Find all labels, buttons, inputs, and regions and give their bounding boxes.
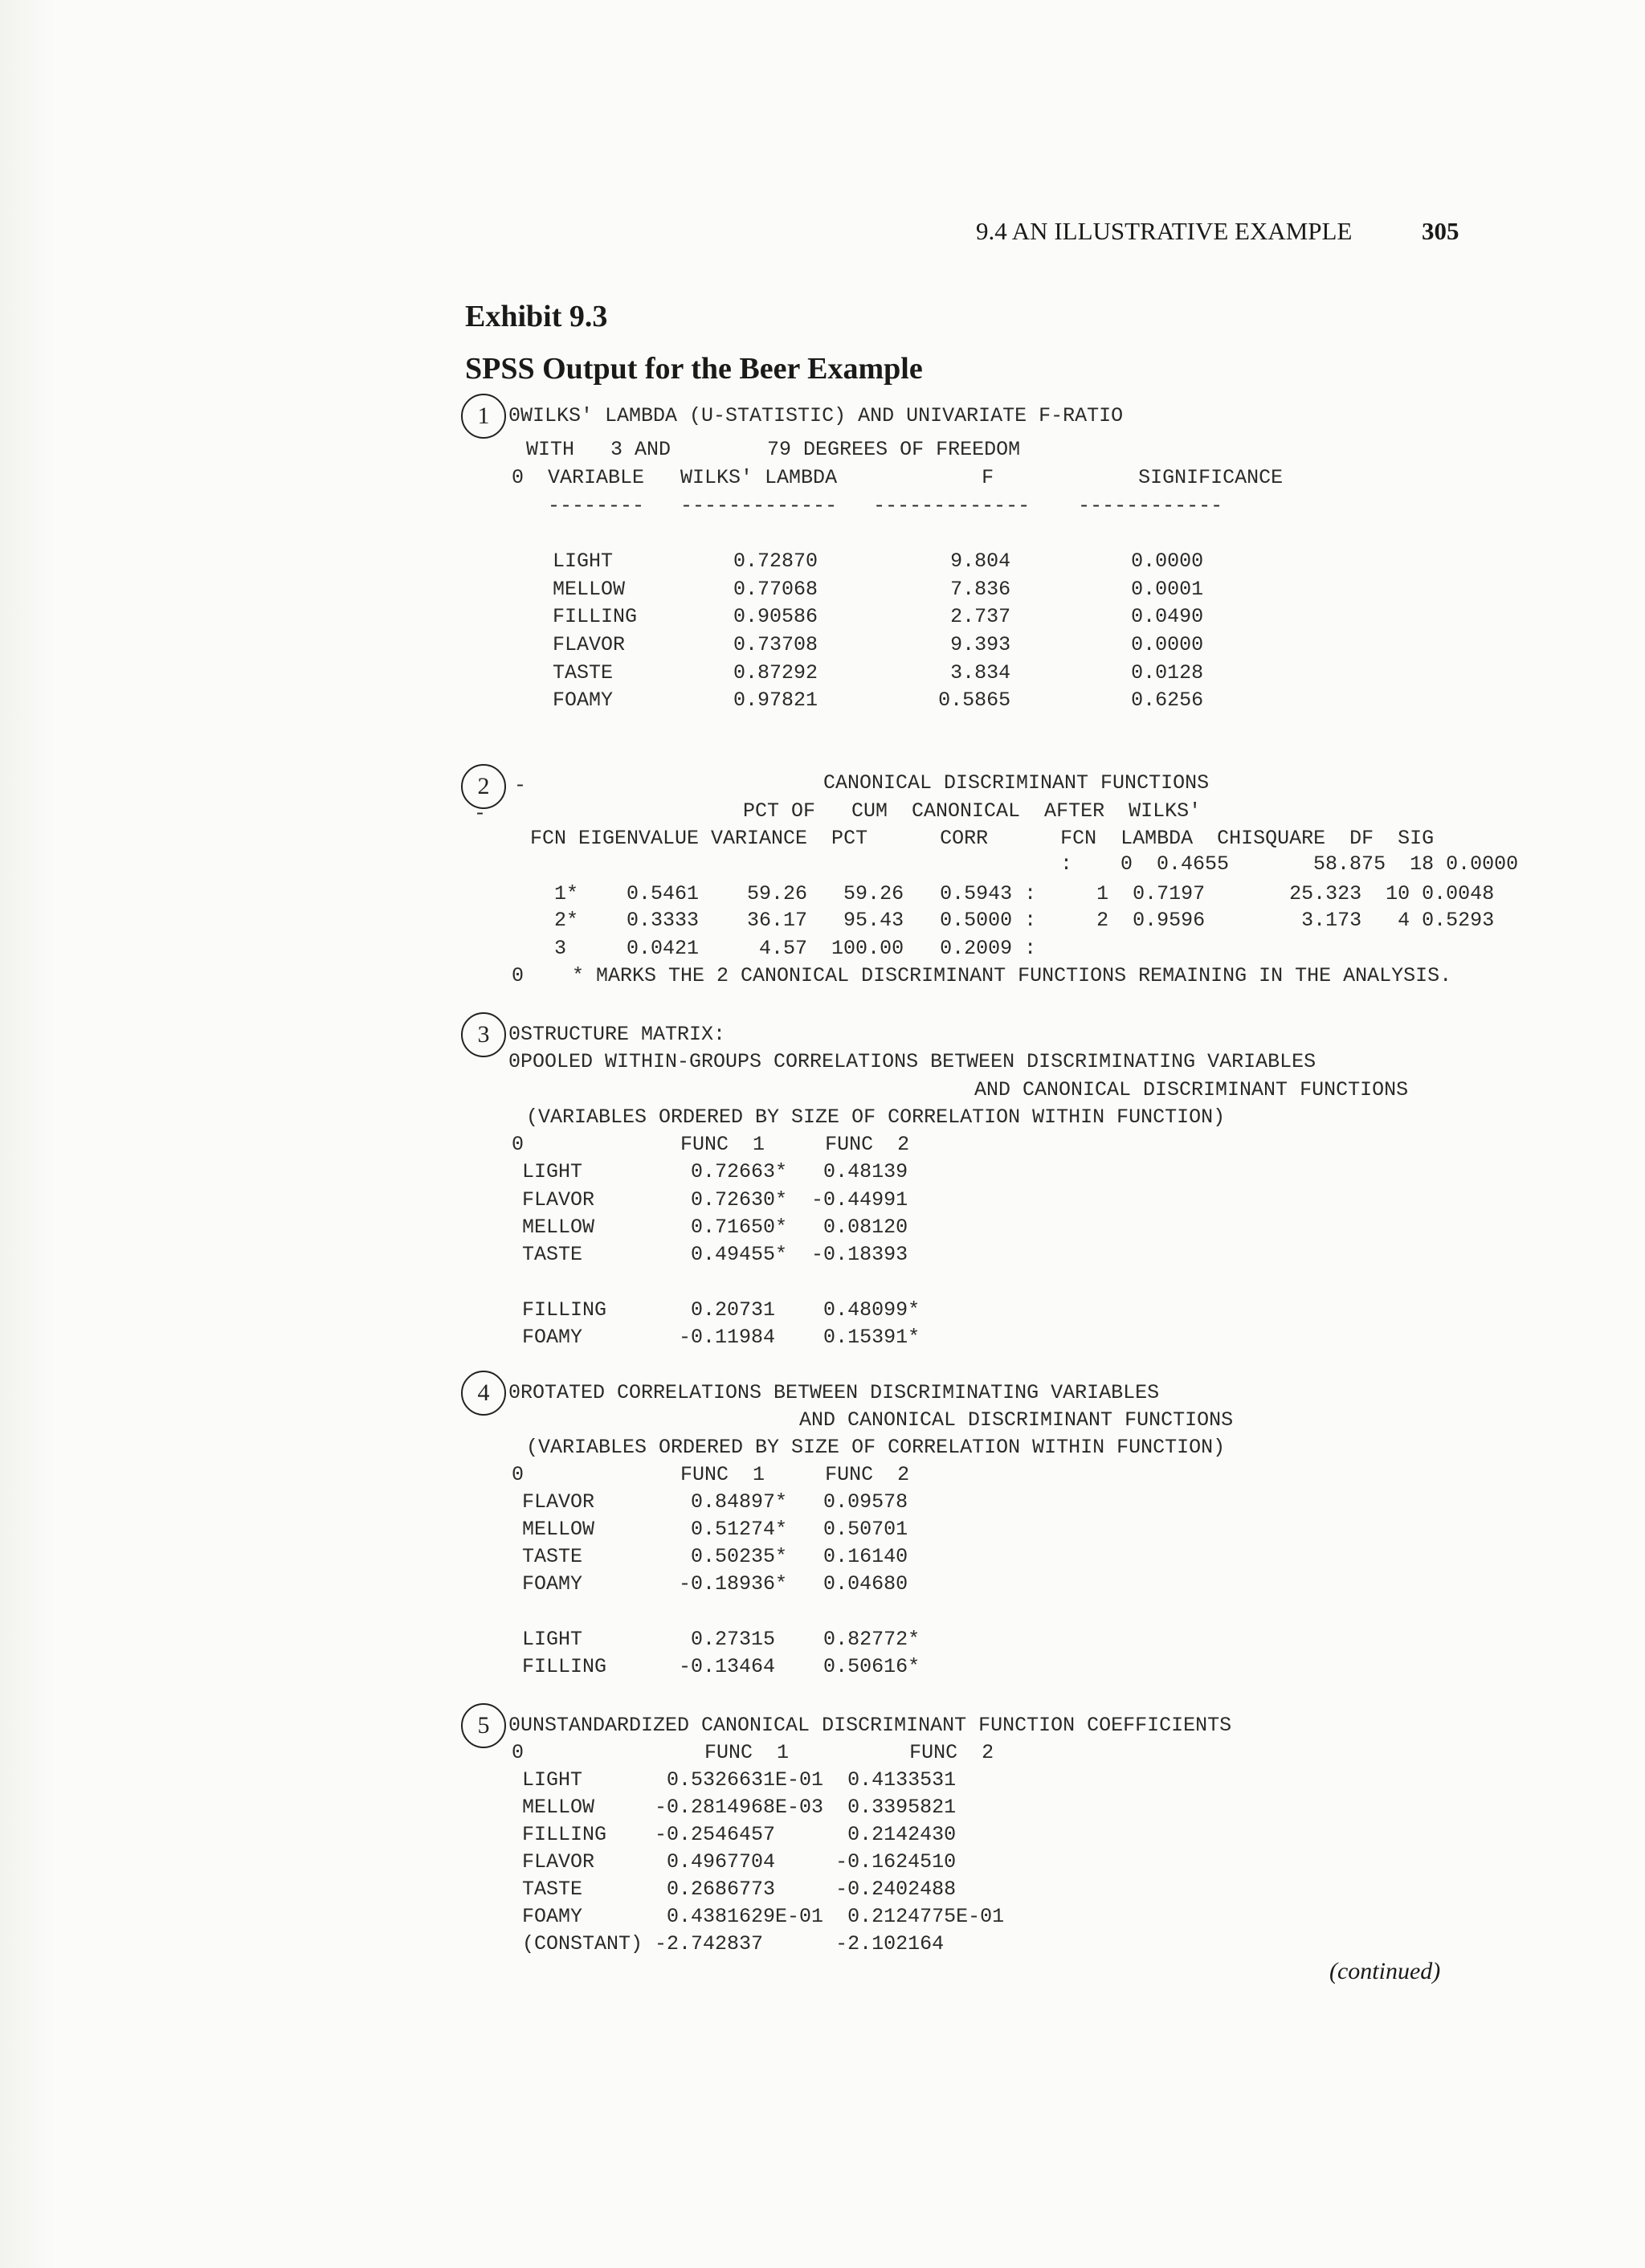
s4-line-3: (VARIABLES ORDERED BY SIZE OF CORRELATION WITHIN FUNCTION)	[526, 1436, 1226, 1459]
s5-column-headers: 0 FUNC 1 FUNC 2	[512, 1741, 994, 1764]
s2-row-0: : 0 0.4655 58.875 18 0.0000	[1060, 852, 1519, 876]
exhibit-label: Exhibit 9.3	[465, 300, 608, 333]
s1-column-headers: 0 VARIABLE WILKS' LAMBDA F SIGNIFICANCE	[512, 466, 1284, 489]
page-number: 305	[1422, 217, 1459, 245]
s1-subtitle: WITH 3 AND 79 DEGREES OF FREEDOM	[526, 438, 1021, 461]
continued-note: (continued)	[1329, 1958, 1441, 1984]
s4-line-2: AND CANONICAL DISCRIMINANT FUNCTIONS	[799, 1408, 1234, 1432]
s1-row-light: LIGHT 0.72870 9.804 0.0000	[553, 550, 1204, 573]
s4-column-headers: 0 FUNC 1 FUNC 2	[512, 1463, 910, 1486]
s5-row-flavor: FLAVOR 0.4967704 -0.1624510	[522, 1850, 957, 1874]
s2-header-1: PCT OF CUM CANONICAL AFTER WILKS'	[743, 799, 1202, 823]
s2-row-1: 1* 0.5461 59.26 59.26 0.5943 : 1 0.7197 25.323 10 0.0048	[554, 882, 1495, 905]
s1-row-filling: FILLING 0.90586 2.737 0.0490	[553, 605, 1204, 628]
s5-row-foamy: FOAMY 0.4381629E-01 0.2124775E-01	[522, 1905, 1005, 1928]
marker-5: 5	[461, 1703, 506, 1748]
s2-dash-lower: -	[474, 802, 487, 825]
s3-row-filling: FILLING 0.20731 0.48099*	[522, 1298, 920, 1322]
s5-row-light: LIGHT 0.5326631E-01 0.4133531	[522, 1768, 957, 1792]
s3-title: 0STRUCTURE MATRIX:	[508, 1023, 726, 1046]
s4-row-flavor: FLAVOR 0.84897* 0.09578	[522, 1490, 908, 1514]
s1-row-flavor: FLAVOR 0.73708 9.393 0.0000	[553, 633, 1204, 656]
s4-row-taste: TASTE 0.50235* 0.16140	[522, 1545, 908, 1568]
marker-1: 1	[461, 394, 506, 439]
s5-row-taste: TASTE 0.2686773 -0.2402488	[522, 1878, 957, 1901]
s3-line-3: (VARIABLES ORDERED BY SIZE OF CORRELATION WITHIN FUNCTION)	[526, 1105, 1226, 1129]
s5-row-mellow: MELLOW -0.2814968E-03 0.3395821	[522, 1796, 957, 1819]
s2-dash: -	[514, 774, 527, 797]
binding-shadow	[0, 0, 56, 2268]
s5-title: 0UNSTANDARDIZED CANONICAL DISCRIMINANT FUNCTION COEFFICIENTS	[508, 1714, 1232, 1737]
s2-title: CANONICAL DISCRIMINANT FUNCTIONS	[823, 771, 1210, 795]
s2-footnote: 0 * MARKS THE 2 CANONICAL DISCRIMINANT FUNCTIONS REMAINING IN THE ANALYSIS.	[512, 964, 1452, 987]
s1-row-taste: TASTE 0.87292 3.834 0.0128	[553, 661, 1204, 684]
s4-row-filling: FILLING -0.13464 0.50616*	[522, 1655, 920, 1678]
s1-row-mellow: MELLOW 0.77068 7.836 0.0001	[553, 578, 1204, 601]
running-header	[976, 217, 1459, 246]
s3-row-taste: TASTE 0.49455* -0.18393	[522, 1243, 908, 1266]
s3-row-foamy: FOAMY -0.11984 0.15391*	[522, 1326, 920, 1349]
s3-row-light: LIGHT 0.72663* 0.48139	[522, 1160, 908, 1183]
marker-4: 4	[461, 1371, 506, 1416]
s3-line-1: 0POOLED WITHIN-GROUPS CORRELATIONS BETWEEN DISCRIMINATING VARIABLES	[508, 1050, 1316, 1073]
s3-row-flavor: FLAVOR 0.72630* -0.44991	[522, 1188, 908, 1212]
marker-3: 3	[461, 1012, 506, 1057]
s3-column-headers: 0 FUNC 1 FUNC 2	[512, 1133, 910, 1156]
s4-row-mellow: MELLOW 0.51274* 0.50701	[522, 1518, 908, 1541]
s1-rules: -------- ------------- ------------- ------------	[512, 494, 1223, 517]
s2-header-2: FCN EIGENVALUE VARIANCE PCT CORR FCN LAMBDA CHISQUARE DF SIG	[530, 827, 1435, 850]
exhibit-title: SPSS Output for the Beer Example	[465, 352, 923, 386]
s3-row-mellow: MELLOW 0.71650* 0.08120	[522, 1216, 908, 1239]
s5-row-filling: FILLING -0.2546457 0.2142430	[522, 1823, 957, 1846]
s2-row-2: 2* 0.3333 36.17 95.43 0.5000 : 2 0.9596 3.173 4 0.5293	[554, 909, 1495, 932]
s1-row-foamy: FOAMY 0.97821 0.5865 0.6256	[553, 689, 1204, 712]
s4-title: 0ROTATED CORRELATIONS BETWEEN DISCRIMINATING VARIABLES	[508, 1381, 1160, 1404]
marker-2: 2	[461, 764, 506, 809]
s1-title: 0WILKS' LAMBDA (U-STATISTIC) AND UNIVARIATE F-RATIO	[508, 404, 1124, 427]
s3-line-2: AND CANONICAL DISCRIMINANT FUNCTIONS	[974, 1078, 1409, 1101]
s2-row-3: 3 0.0421 4.57 100.00 0.2009 :	[554, 937, 1037, 960]
s4-row-foamy: FOAMY -0.18936* 0.04680	[522, 1572, 908, 1596]
s5-row-constant: (CONSTANT) -2.742837 -2.102164	[522, 1932, 945, 1955]
section-title: 9.4 AN ILLUSTRATIVE EXAMPLE	[976, 217, 1353, 245]
s4-row-light: LIGHT 0.27315 0.82772*	[522, 1628, 920, 1651]
